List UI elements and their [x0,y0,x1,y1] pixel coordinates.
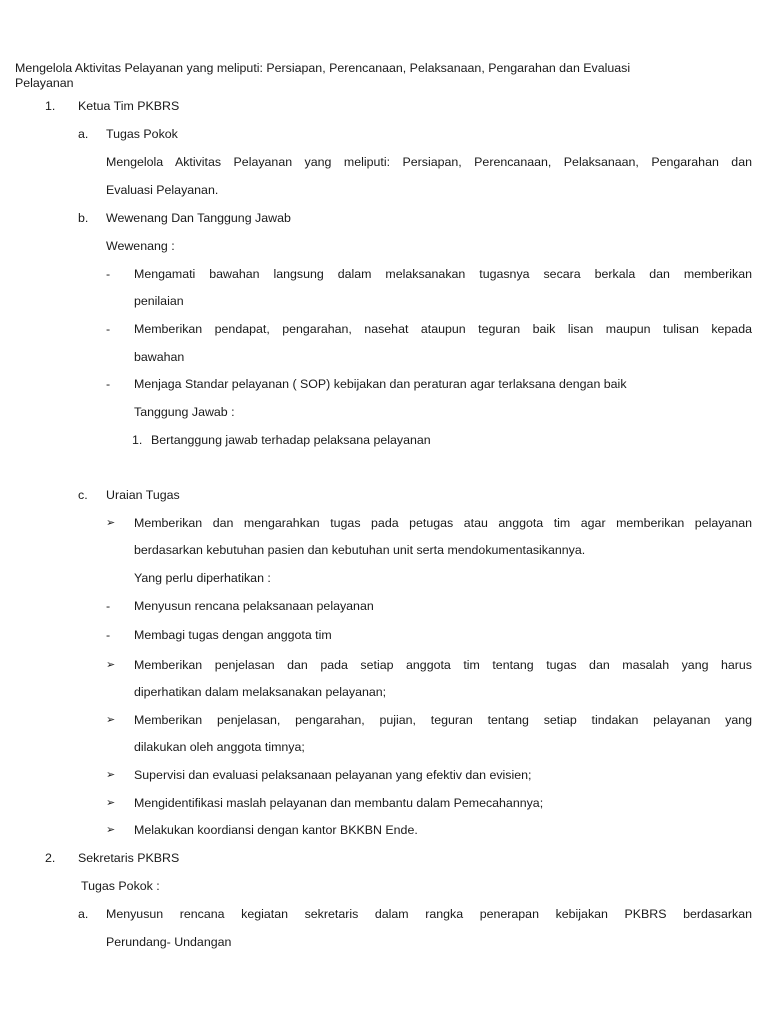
wewenang-label: Wewenang : [106,239,175,253]
item-b-label: Wewenang Dan Tanggung Jawab [106,211,291,225]
arrow-bullet-icon: ➢ [106,714,116,726]
uraian-item-5: Mengidentifikasi maslah pelayanan dan membantu dalam Pemecahannya; [134,796,544,810]
uraian-item-1-line-1: Memberikan dan mengarahkan tugas pada petugas atau anggota tim agar memberikan pelayanan [134,516,752,530]
tanggung-jawab-label: Tanggung Jawab : [134,405,235,419]
perlu-item-1: Menyusun rencana pelaksanaan pelayanan [134,599,374,613]
section-1-title: Ketua Tim PKBRS [78,99,180,113]
list-dash: - [106,377,111,391]
arrow-bullet-icon: ➢ [106,517,116,529]
wewenang-item-2-line-2: bawahan [134,350,185,364]
section-2-tugas-label: Tugas Pokok : [81,879,160,893]
uraian-item-6: Melakukan koordiansi dengan kantor BKKBN Ende. [134,823,418,837]
perlu-diperhatikan-label: Yang perlu diperhatikan : [134,571,271,585]
tugas-pokok-line-1: Mengelola Aktivitas Pelayanan yang meliputi: Persiapan, Perencanaan, Pelaksanaan, Pengarahan dan [106,155,752,169]
uraian-item-4: Supervisi dan evaluasi pelaksanaan pelayanan yang efektiv dan evisien; [134,768,532,782]
item-a-marker: a. [78,127,89,141]
item-c-label: Uraian Tugas [106,488,180,502]
tanggung-jawab-item-1: Bertanggung jawab terhadap pelaksana pelayanan [151,433,431,447]
item-b-marker: b. [78,211,89,225]
arrow-bullet-icon: ➢ [106,797,116,809]
section-2-item-a-line-1: Menyusun rencana kegiatan sekretaris dalam rangka penerapan kebijakan PKBRS berdasarkan [106,907,752,921]
list-dash: - [106,628,111,642]
wewenang-item-1-line-2: penilaian [134,294,184,308]
list-dash: - [106,322,111,336]
section-1-number: 1. [45,99,56,113]
uraian-item-2-line-2: diperhatikan dalam melaksanakan pelayanan; [134,685,387,699]
list-dash: - [106,267,111,281]
uraian-item-3-line-2: dilakukan oleh anggota timnya; [134,740,305,754]
arrow-bullet-icon: ➢ [106,824,116,836]
item-c-marker: c. [78,488,88,502]
section-2-title: Sekretaris PKBRS [78,851,180,865]
section-2-item-a-marker: a. [78,907,89,921]
tanggung-jawab-number: 1. [132,433,143,447]
arrow-bullet-icon: ➢ [106,659,116,671]
intro-line-1: Mengelola Aktivitas Pelayanan yang meliputi: Persiapan, Perencanaan, Pelaksanaan, Pengarahan dan Evaluasi [15,61,631,75]
wewenang-item-1-line-1: Mengamati bawahan langsung dalam melaksanakan tugasnya secara berkala dan memberikan [134,267,752,281]
uraian-item-1-line-2: berdasarkan kebutuhan pasien dan kebutuhan unit serta mendokumentasikannya. [134,543,586,557]
tugas-pokok-line-2: Evaluasi Pelayanan. [106,183,219,197]
intro-line-2: Pelayanan [15,76,74,90]
perlu-item-2: Membagi tugas dengan anggota tim [134,628,332,642]
wewenang-item-3: Menjaga Standar pelayanan ( SOP) kebijakan dan peraturan agar terlaksana dengan baik [134,377,627,391]
section-2-item-a-line-2: Perundang- Undangan [106,935,232,949]
item-a-label: Tugas Pokok [106,127,178,141]
wewenang-item-2-line-1: Memberikan pendapat, pengarahan, nasehat ataupun teguran baik lisan maupun tulisan kepada [134,322,752,336]
arrow-bullet-icon: ➢ [106,769,116,781]
uraian-item-2-line-1: Memberikan penjelasan dan pada setiap anggota tim tentang tugas dan masalah yang harus [134,658,752,672]
uraian-item-3-line-1: Memberikan penjelasan, pengarahan, pujian, teguran tentang setiap tindakan pelayanan yang [134,713,752,727]
section-2-number: 2. [45,851,56,865]
list-dash: - [106,599,111,613]
